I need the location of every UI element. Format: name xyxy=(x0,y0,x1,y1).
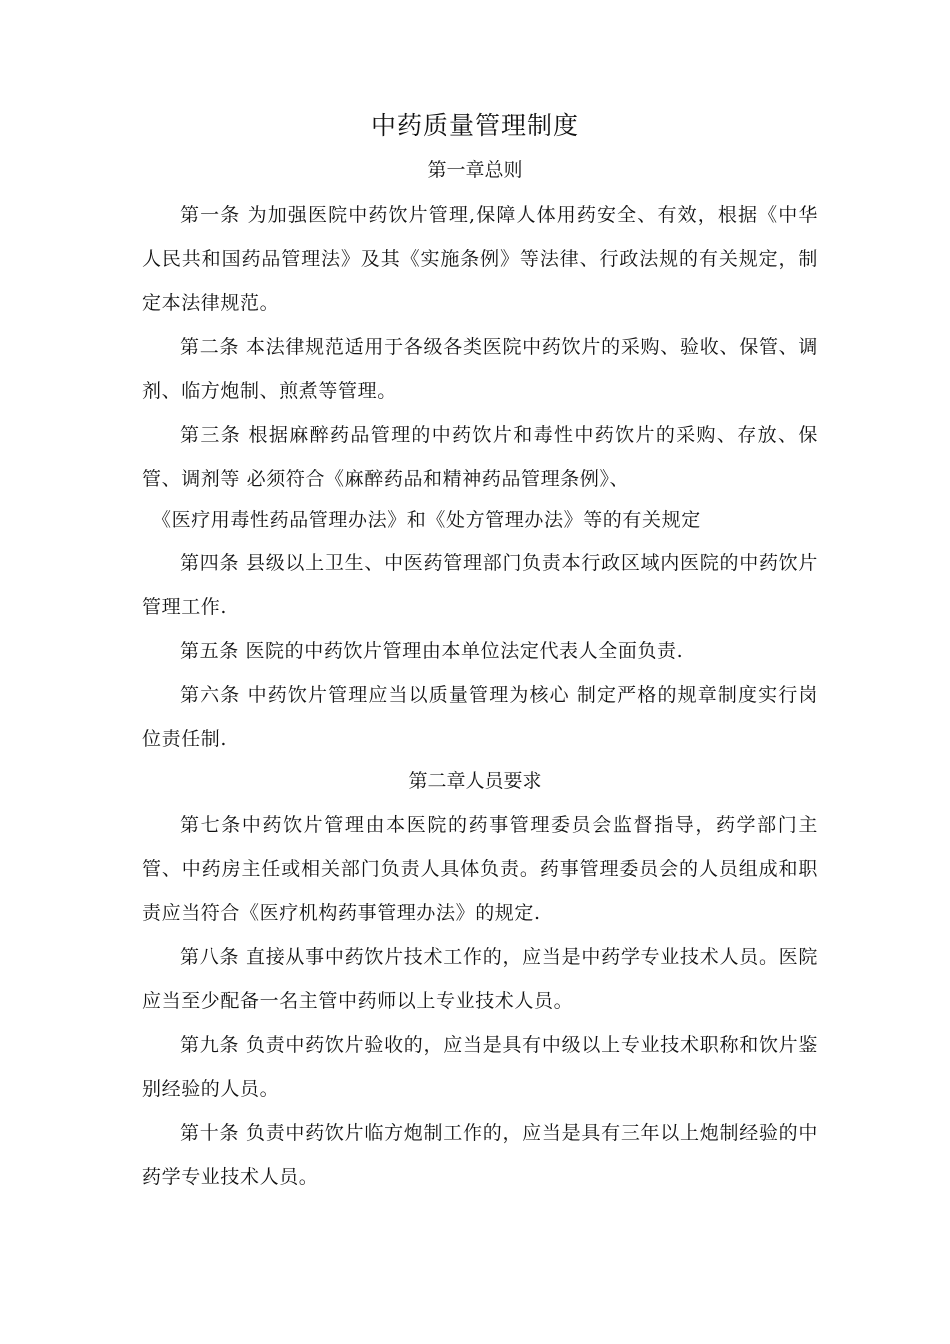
chapter-heading-2: 第二章人员要求 xyxy=(408,770,542,792)
article-9: 第九条 负责中药饮片验收的，应当是具有中级以上专业技术职称和饮片鉴别经验的人员。 xyxy=(142,1034,818,1100)
article-7: 第七条中药饮片管理由本医院的药事管理委员会监督指导，药学部门主管、中药房主任或相关部门负责人具体负责。药事管理委员会的人员组成和职责应当符合《医疗机构药事管理办法》的规定. xyxy=(142,814,818,924)
article-10: 第十条 负责中药饮片临方炮制工作的，应当是具有三年以上炮制经验的中药学专业技术人员。 xyxy=(142,1122,818,1188)
document-title: 中药质量管理制度 xyxy=(370,111,579,140)
article-6: 第六条 中药饮片管理应当以质量管理为核心 制定严格的规章制度实行岗位责任制. xyxy=(142,684,818,750)
article-5: 第五条 医院的中药饮片管理由本单位法定代表人全面负责. xyxy=(180,640,684,662)
article-3: 第三条 根据麻醉药品管理的中药饮片和毒性中药饮片的采购、存放、保管、调剂等 必须符合《麻醉药品和精神药品管理条例》、 xyxy=(142,424,818,490)
article-1: 第一条 为加强医院中药饮片管理,保障人体用药安全、有效，根据《中华人民共和国药品管理法》及其《实施条例》等法律、行政法规的有关规定，制定本法律规范。 xyxy=(142,204,818,314)
article-3-continuation: 《医疗用毒性药品管理办法》和《处方管理办法》等的有关规定 xyxy=(152,509,701,531)
article-8: 第八条 直接从事中药饮片技术工作的，应当是中药学专业技术人员。医院应当至少配备一名主管中药师以上专业技术人员。 xyxy=(142,946,818,1012)
article-2: 第二条 本法律规范适用于各级各类医院中药饮片的采购、验收、保管、调剂、临方炮制、煎煮等管理。 xyxy=(142,336,818,402)
chapter-heading-1: 第一章总则 xyxy=(427,159,523,181)
article-4: 第四条 县级以上卫生、中医药管理部门负责本行政区域内医院的中药饮片管理工作. xyxy=(142,552,818,618)
